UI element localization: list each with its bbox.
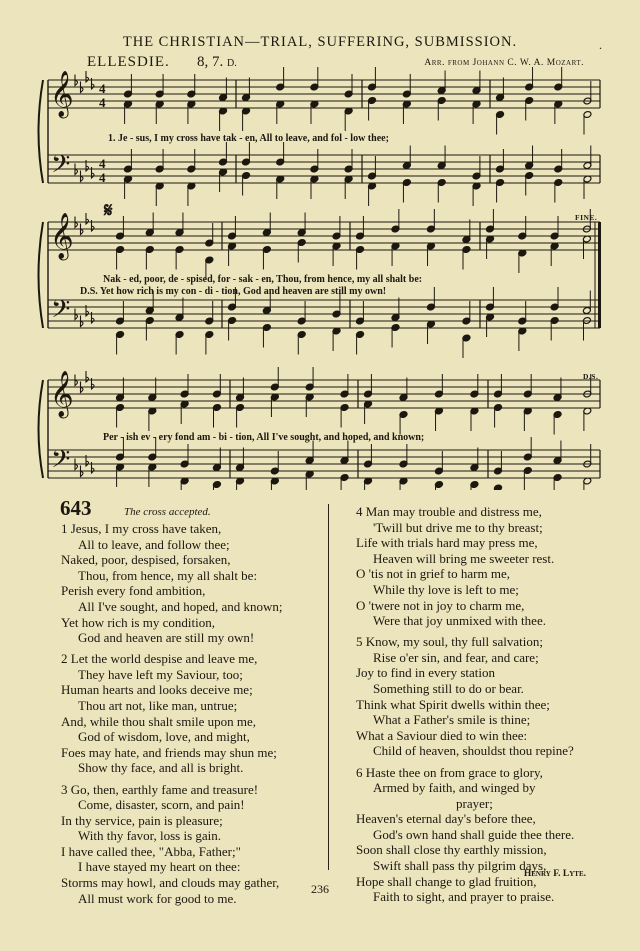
column-divider <box>328 504 329 870</box>
verse-line: While thy love is left to me; <box>373 581 519 597</box>
tune-name: ELLESDIE. <box>87 54 170 70</box>
verse-line: They have left my Saviour, too; <box>78 666 243 682</box>
verse-line: Yet how rich is my condition, <box>61 614 215 630</box>
verse-line: With thy favor, loss is gain. <box>78 828 222 844</box>
verse-line: What a Saviour died to win thee: <box>356 727 528 743</box>
lyric-line-3: D.S. Yet how rich is my con - di - tion, God and heaven are still my own! <box>80 286 387 297</box>
page-mark: . <box>599 38 602 52</box>
flat-sign <box>86 71 89 82</box>
verse <box>356 634 574 759</box>
verse-line: Hope shall change to glad fruition, <box>356 873 537 889</box>
verse-line: All to leave, and follow thee; <box>78 536 230 552</box>
verse-line: Something still to do or bear. <box>373 681 524 697</box>
verse-line: Thou art not, like man, untrue; <box>78 698 238 714</box>
verse-line: 2 Let the world despise and leave me, <box>61 651 258 667</box>
verse <box>61 651 283 776</box>
ds-mark: D.S. <box>583 372 599 381</box>
hymn-number: 643 <box>60 496 92 520</box>
verse-line: All I've sought, and hoped, and known; <box>78 598 283 614</box>
verse-line: Think what Spirit dwells within thee; <box>356 696 550 712</box>
verse-line: Come, disaster, scorn, and pain! <box>78 797 245 813</box>
verse-line: O 'twere not in joy to charm me, <box>356 597 525 613</box>
verse-line: In thy service, pain is pleasure; <box>61 812 223 828</box>
verses-right-column <box>356 504 574 910</box>
verse-line: I have stayed my heart on thee: <box>78 859 241 875</box>
lyric-line-4: Per - ish ev - ery fond am - bi - tion, All I've sought, and hoped, and known; <box>103 432 425 443</box>
lyric-line-2: Nak - ed, poor, de - spised, for - sak - en, Thou, from hence, my all shalt be: <box>103 274 423 285</box>
segno-mark: 𝄋 <box>104 200 113 222</box>
verse-line: Soon shall close thy earthly mission, <box>356 842 547 858</box>
verse-line: Joy to find in every station <box>356 665 496 681</box>
verse-line: Heaven's eternal day's before thee, <box>356 811 536 827</box>
verse-line: All must work for good to me. <box>78 890 237 906</box>
double-bar <box>598 222 601 328</box>
verse-line: 'Twill but drive me to thy breast; <box>373 519 543 535</box>
system-brace <box>39 380 44 478</box>
verse-line: 4 Man may trouble and distress me, <box>356 504 542 519</box>
time-signature: 4 <box>99 170 106 185</box>
verse-line: Naked, poor, despised, forsaken, <box>61 552 231 568</box>
verse-line: Armed by faith, and winged by <box>373 780 536 796</box>
meter-suffix: D. <box>227 58 237 69</box>
verse-line: 3 Go, then, earthly fame and treasure! <box>61 781 259 797</box>
verse-line: 5 Know, my soul, thy full salvation; <box>356 634 543 650</box>
fine-mark: FINE. <box>575 213 598 222</box>
verse-line: God's own hand shall guide thee there. <box>373 826 575 842</box>
treble-clef: 𝄞 <box>50 371 74 417</box>
verse <box>61 521 283 646</box>
verse-line: Faith to sight, and prayer to praise. <box>373 889 555 905</box>
verse-line: Show thy face, and all is bright. <box>78 760 244 776</box>
system-brace <box>39 222 44 328</box>
verse-line: Life with trials hard may press me, <box>356 535 538 551</box>
verse-line: Storms may howl, and clouds may gather, <box>61 875 280 891</box>
verse-line: prayer; <box>456 795 493 811</box>
flat-sign <box>86 213 89 224</box>
bass-clef: 𝄢 <box>51 150 71 185</box>
verses-left-column <box>61 521 283 912</box>
hymn-subtitle: The cross accepted. <box>124 506 211 518</box>
time-signature: 4 <box>99 156 106 171</box>
time-signature: 4 <box>99 81 106 96</box>
bass-clef: 𝄢 <box>51 295 71 330</box>
verse-line: Were that joy unmixed with thee. <box>373 613 546 629</box>
time-signature: 4 <box>99 95 106 110</box>
author-credit: Henry F. Lyte. <box>523 869 586 879</box>
arranger-credit: Arr. from Johann C. W. A. Mozart. <box>424 58 584 68</box>
verse-line: I have called thee, "Abba, Father;" <box>61 843 241 859</box>
verse <box>356 504 574 629</box>
verse-line: God of wisdom, love, and might, <box>78 729 250 745</box>
verse-line: Child of heaven, shouldst thou repine? <box>373 743 574 759</box>
treble-clef: 𝄞 <box>50 213 74 259</box>
page-number: 236 <box>311 882 329 896</box>
meter-value: 8, 7. <box>197 54 224 70</box>
verse-line: Thou, from hence, my all shalt be: <box>78 567 258 583</box>
verse-line: 1 Jesus, I my cross have taken, <box>61 521 222 536</box>
verse-line: 6 Haste thee on from grace to glory, <box>356 764 543 780</box>
treble-clef: 𝄞 <box>50 71 74 117</box>
system-brace <box>39 80 44 183</box>
section-title: THE CHRISTIAN—TRIAL, SUFFERING, SUBMISSION. <box>122 34 518 50</box>
verse-line: Perish every fond ambition, <box>61 583 206 599</box>
verse-line: Rise o'er sin, and fear, and care; <box>373 649 539 665</box>
verse-line: O 'tis not in grief to harm me, <box>356 566 510 582</box>
flat-sign <box>86 371 89 382</box>
verse-line: And, while thou shalt smile upon me, <box>61 713 256 729</box>
verse-line: What a Father's smile is thine; <box>373 712 531 728</box>
verse-line: Human hearts and looks deceive me; <box>61 682 253 698</box>
lyric-line-1: 1. Je - sus, I my cross have tak - en, All to leave, and fol - low thee; <box>108 133 389 144</box>
verse-line: Swift shall pass thy pilgrim days, <box>373 858 547 874</box>
verse-line: Foes may hate, and friends may shun me; <box>61 744 277 760</box>
verse-line: Heaven will bring me sweeter rest. <box>373 550 555 566</box>
bass-clef: 𝄢 <box>51 445 71 480</box>
verse-line: God and heaven are still my own! <box>78 630 255 646</box>
